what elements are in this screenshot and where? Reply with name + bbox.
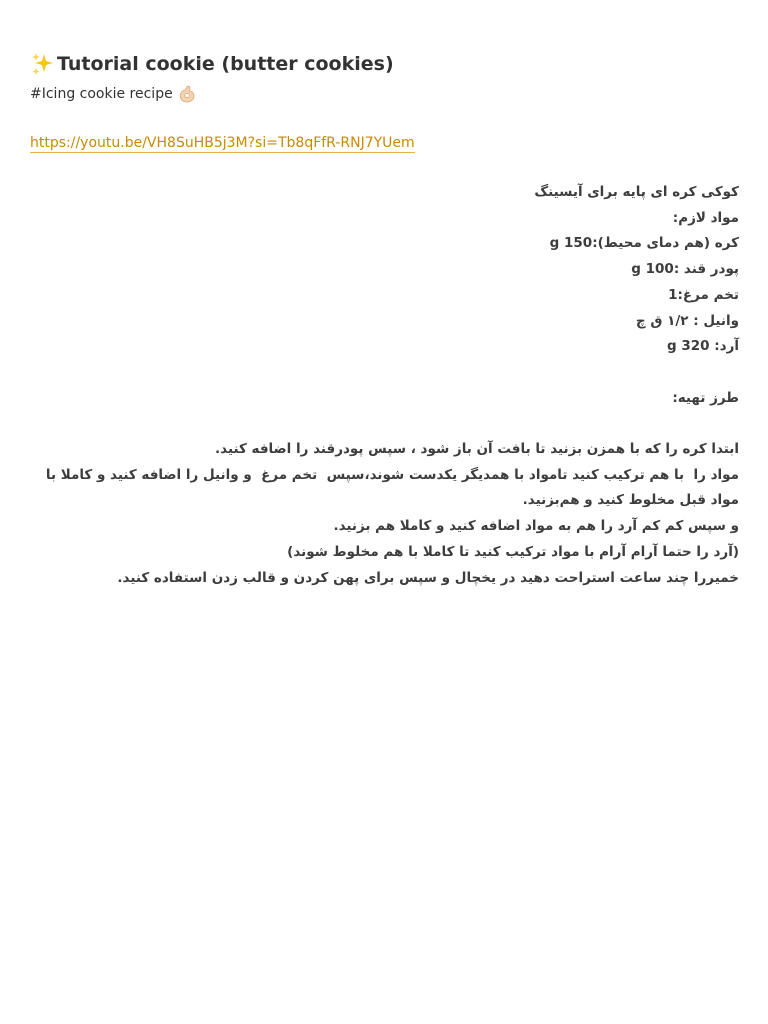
title-text: Tutorial cookie (butter cookies) [57,53,394,75]
ingredient-item: پودر قند :100 g [631,261,739,278]
method-step: خمیررا چند ساعت استراحت دهید در یخچال و سپس برای پهن کردن و قالب زدن استفاده کنید. [117,569,739,586]
subtitle-text: #Icing cookie recipe [30,86,173,102]
method-step: ابتدا کره را که با همزن بزنید تا بافت آن باز شود ، سپس پودرقند را اضافه کنید. [215,441,739,457]
method-step: مواد را با هم ترکیب کنید تامواد با همدیگر یکدست شوند،سپس تخم مرغ و وانیل را اضافه کنید و کاملا با مواد قبل مخلوط کنید و هم‌بزنید. [41,466,739,509]
method-label: طرز تهیه: [672,389,739,406]
youtube-link[interactable]: https://youtu.be/VH8SuHB5j3M?si=Tb8qFfR-RNJ7YUem [30,135,415,151]
recipe-heading: کوکی کره ای پایه برای آیسینگ [534,184,739,200]
method-step: و سپس کم کم آرد را هم به مواد اضافه کنید و کاملا هم بزنید. [333,518,739,535]
ingredient-item: تخم مرغ:1 [668,286,739,303]
ingredient-item: کره (هم دمای محیط):150 g [549,235,739,252]
ingredient-item: آرد: 320 g [667,338,739,355]
ingredients-label: مواد لازم: [672,209,739,226]
page-title [30,50,394,78]
recipe-body [30,180,739,591]
ok-hand-icon [177,84,199,104]
spacer [30,360,739,386]
sparkles-icon [30,51,56,77]
ingredient-item: وانیل : ۱/۲ ق چ [635,312,739,329]
spacer [30,411,739,437]
method-step: (آرد را حتما آرام آرام با مواد ترکیب کنید تا کاملا با هم مخلوط شوند) [287,543,739,560]
subtitle [30,84,199,104]
